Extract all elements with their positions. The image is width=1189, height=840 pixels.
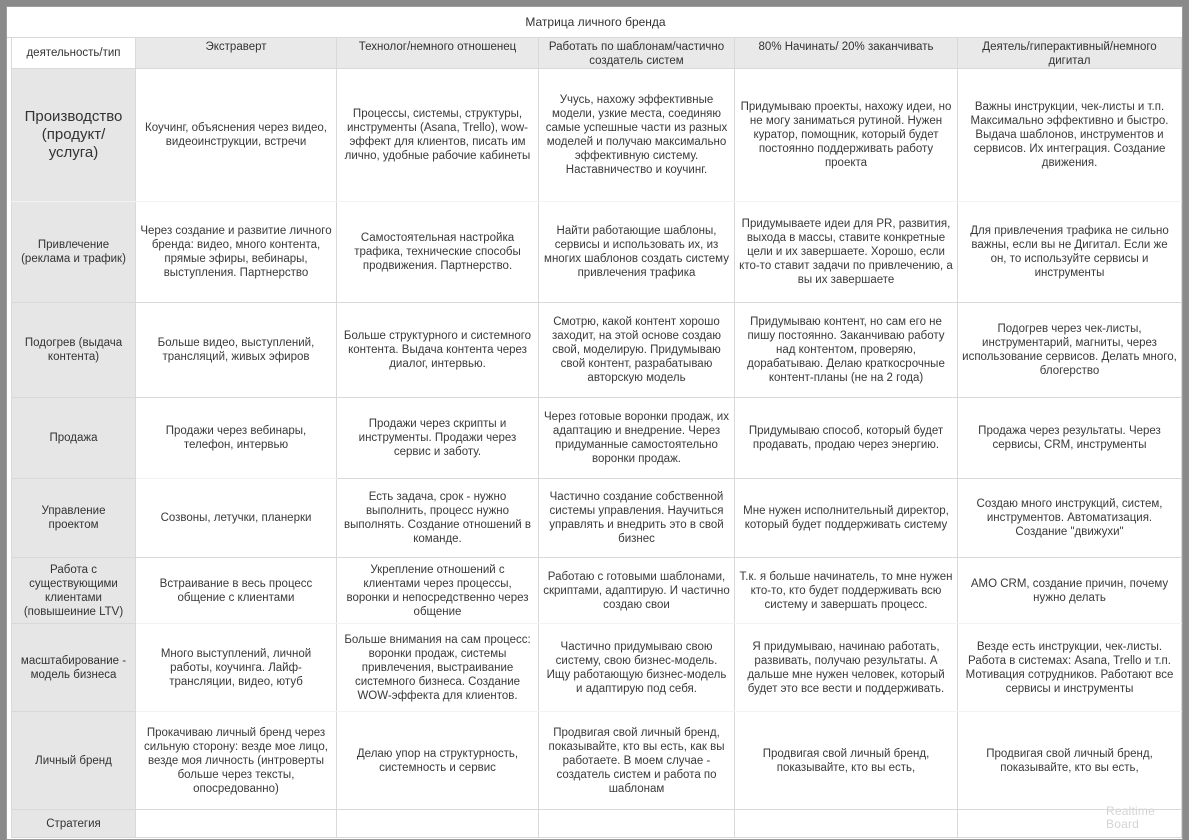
table-row [12, 479, 1182, 558]
table-cell[interactable]: Делаю упор на структурность, системность и сервис [337, 712, 539, 810]
table-cell[interactable]: Везде есть инструкции, чек-листы. Работа в системах: Asana, Trello и т.п. Мотивация сотрудников. Работают все сервисы и инструменты [958, 624, 1182, 712]
row-label-strategy[interactable]: Стратегия [12, 810, 136, 838]
table-cell[interactable]: Продвигая свой личный бренд, показывайте, кто вы есть, [735, 712, 958, 810]
table-cell[interactable]: Продвигая свой личный бренд, показывайте, кто вы есть, [958, 712, 1182, 810]
table-cell[interactable]: Продвигая свой личный бренд, показывайте, кто вы есть, как вы работаете. В моем случае - создатель систем и работа по шаблонам [539, 712, 735, 810]
table-row [12, 558, 1182, 624]
table-cell[interactable]: Больше внимания на сам процесс: воронки продаж, системы привлечения, выстраивание системного бизнеса. Создание WOW-эффекта для клиентов. [337, 624, 539, 712]
table-cell[interactable]: Самостоятельная настройка трафика, технические способы продвижения. Партнерство. [337, 202, 539, 303]
table-cell[interactable]: Частично придумываю свою систему, свою бизнес-модель. Ищу работающую бизнес-модель и адаптирую под себя. [539, 624, 735, 712]
table-row [12, 624, 1182, 712]
table-cell[interactable]: Через создание и развитие личного бренда: видео, много контента, прямые эфиры, вебинары, выступления. Партнерство [136, 202, 337, 303]
table-cell[interactable]: Для привлечения трафика не сильно важны, если вы не Дигитал. Если же он, то используйте сервисы и инструменты [958, 202, 1182, 303]
column-header-doer-digital[interactable]: Деятель/гиперактивный/немного дигитал [958, 38, 1182, 69]
table-cell[interactable]: Придумываю проекты, нахожу идеи, но не могу заниматься рутиной. Нужен куратор, помощник, который будет постоянно поддерживать работу проекта [735, 69, 958, 202]
table-cell[interactable]: Через готовые воронки продаж, их адаптацию и внедрение. Через придуманные самостоятельно воронки продаж. [539, 398, 735, 479]
table-cell[interactable]: Смотрю, какой контент хорошо заходит, на этой основе создаю свой, моделирую. Придумываю свой контент, разрабатываю авторскую модель [539, 303, 735, 398]
table-cell[interactable]: Мне нужен исполнительный директор, который будет поддерживать систему [735, 479, 958, 558]
column-header-starter[interactable]: 80% Начинать/ 20% заканчивать [735, 38, 958, 69]
table-cell[interactable]: Коучинг, объяснения через видео, видеоинструкции, встречи [136, 69, 337, 202]
row-label-sales[interactable]: Продажа [12, 398, 136, 479]
header-row [12, 38, 1182, 69]
table-cell[interactable]: Есть задача, срок - нужно выполнить, процесс нужно выполнять. Создание отношений в команде. [337, 479, 539, 558]
realtimeboard-watermark: Realtime Board [1106, 804, 1155, 831]
row-label-project-management[interactable]: Управление проектом [12, 479, 136, 558]
table-cell[interactable]: Придумываете идеи для PR, развития, выхода в массы, ставите конкретные цели и их завершаете. Хорошо, если кто-то ставит задачи по привлечению, а вы их завершаете [735, 202, 958, 303]
table-row [12, 69, 1182, 202]
table-cell[interactable] [136, 810, 337, 838]
table-cell[interactable] [337, 810, 539, 838]
matrix-frame [6, 6, 1183, 840]
column-header-activity-type[interactable]: деятельность/тип [12, 38, 136, 69]
table-cell[interactable]: Работаю с готовыми шаблонами, скриптами, адаптирую. И частично создаю свои [539, 558, 735, 624]
table-cell[interactable]: Больше видео, выступлений, трансляций, живых эфиров [136, 303, 337, 398]
table-cell[interactable]: Придумываю контент, но сам его не пишу постоянно. Заканчиваю работу над контентом, проверяю, дорабатываю. Делаю краткосрочные контент-планы (не на 2 года) [735, 303, 958, 398]
table-cell[interactable] [539, 810, 735, 838]
table-cell[interactable]: Укрепление отношений с клиентами через процессы, воронки и непосредственно через общение [337, 558, 539, 624]
table-cell[interactable]: Прокачиваю личный бренд через сильную сторону: везде мое лицо, везде моя личность (интроверты больше через тексты, опосредованно) [136, 712, 337, 810]
row-label-existing-clients[interactable]: Работа с существующими клиентами (повышеиние LTV) [12, 558, 136, 624]
column-header-extravert[interactable]: Экстраверт [136, 38, 337, 69]
table-row [12, 810, 1182, 838]
table-cell[interactable]: Подогрев через чек-листы, инструментарий, магниты, через использование сервисов. Делать много, блогерство [958, 303, 1182, 398]
table-cell[interactable]: Создаю много инструкций, систем, инструментов. Автоматизация. Создание "движухи" [958, 479, 1182, 558]
table-cell[interactable]: Учусь, нахожу эффективные модели, узкие места, соединяю самые успешные части из разных моделей и получаю максимально эффективную систему. Наставничество и коучинг. [539, 69, 735, 202]
table-cell[interactable]: Созвоны, летучки, планерки [136, 479, 337, 558]
row-label-production[interactable]: Производство (продукт/ услуга) [12, 69, 136, 202]
column-header-template-worker[interactable]: Работать по шаблонам/частично создатель систем [539, 38, 735, 69]
table-row [12, 303, 1182, 398]
table-cell[interactable]: Процессы, системы, структуры, инструменты (Asana, Trello), wow-эффект для клиентов, писать им лично, удобные рабочие кабинеты [337, 69, 539, 202]
matrix-title: Матрица личного бренда [7, 7, 1183, 38]
table-cell[interactable]: Много выступлений, личной работы, коучинга. Лайф-трансляции, видео, ютуб [136, 624, 337, 712]
column-header-technologist[interactable]: Технолог/немного отношенец [337, 38, 539, 69]
table-cell[interactable]: Важны инструкции, чек-листы и т.п. Максимально эффективно и быстро. Выдача шаблонов, инструментов и сервисов. Их интеграция. Создание движения. [958, 69, 1182, 202]
row-label-warmup[interactable]: Подогрев (выдача контента) [12, 303, 136, 398]
table-cell[interactable]: Частично создание собственной системы управления. Научиться управлять и внедрить это в свой бизнес [539, 479, 735, 558]
table-cell[interactable]: Продажи через скрипты и инструменты. Продажи через сервис и заботу. [337, 398, 539, 479]
table-row [12, 202, 1182, 303]
table-cell[interactable]: AMO CRM, создание причин, почему нужно делать [958, 558, 1182, 624]
table-cell[interactable]: Продажи через вебинары, телефон, интервью [136, 398, 337, 479]
table-cell[interactable]: Найти работающие шаблоны, сервисы и использовать их, из многих шаблонов создать систему привлечения трафика [539, 202, 735, 303]
table-cell[interactable]: Больше структурного и системного контента. Выдача контента через диалог, интервью. [337, 303, 539, 398]
table-cell[interactable]: Придумываю способ, который будет продавать, продаю через энергию. [735, 398, 958, 479]
table-cell[interactable]: Я придумываю, начинаю работать, развивать, получаю результаты. А дальше мне нужен человек, который будет это все вести и поддерживать. [735, 624, 958, 712]
table-cell[interactable] [735, 810, 958, 838]
table-cell[interactable]: Встраивание в весь процесс общение с клиентами [136, 558, 337, 624]
row-label-personal-brand[interactable]: Личный бренд [12, 712, 136, 810]
row-label-attraction[interactable]: Привлечение (реклама и трафик) [12, 202, 136, 303]
table-row [12, 398, 1182, 479]
brand-matrix-table [11, 37, 1182, 838]
table-row [12, 712, 1182, 810]
row-label-scaling[interactable]: масштабирование - модель бизнеса [12, 624, 136, 712]
table-cell[interactable]: Продажа через результаты. Через сервисы, CRM, инструменты [958, 398, 1182, 479]
table-cell[interactable]: Т.к. я больше начинатель, то мне нужен кто-то, кто будет поддерживать всю систему и завершать процесс. [735, 558, 958, 624]
